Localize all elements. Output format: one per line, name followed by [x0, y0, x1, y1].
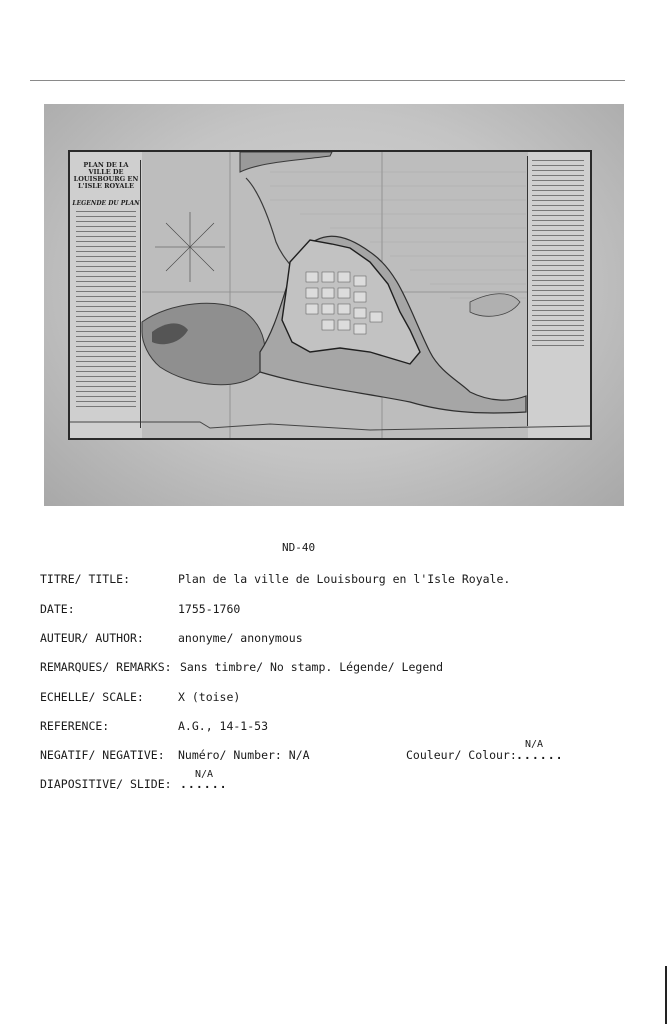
field-value: X (toise) — [178, 690, 241, 704]
slide-na-note: N/A — [195, 769, 214, 780]
notes-lines — [532, 160, 584, 346]
field-value: Sans timbre/ No stamp. Légende/ Legend — [180, 660, 444, 674]
field-value: A.G., 14-1-53 — [178, 719, 269, 733]
record-id: ND-40 — [282, 541, 316, 554]
map-cartouche-title: PLAN DE LA VILLE DE LOUISBOURG EN L'ISLE ROYALE — [73, 161, 139, 190]
field-value: Numéro/ Number: N/A — [178, 748, 310, 762]
map-notes-panel — [527, 156, 588, 426]
top-rule — [30, 80, 625, 81]
field-label: DIAPOSITIVE/ SLIDE: — [40, 777, 172, 791]
field-label: DATE: — [40, 602, 75, 616]
field-value: anonyme/ anonymous — [178, 631, 303, 645]
legend-lines — [76, 211, 136, 407]
map-legend-panel — [72, 160, 141, 428]
field-label: REFERENCE: — [40, 719, 110, 733]
field-value: ...... — [180, 777, 228, 791]
map-legend-heading: LEGENDE DU PLAN — [72, 200, 140, 207]
field-value: 1755-1760 — [178, 602, 241, 616]
field-label: TITRE/ TITLE: — [40, 572, 131, 586]
field-label: REMARQUES/ REMARKS: — [40, 660, 172, 674]
field-value: Plan de la ville de Louisbourg en l'Isle Royale. — [178, 572, 511, 586]
map-photograph — [44, 104, 624, 506]
scan-edge-line — [665, 966, 667, 1024]
map-drawing — [70, 152, 590, 438]
colour-value: ...... — [516, 748, 564, 762]
map-frame — [68, 150, 592, 440]
field-label: ECHELLE/ SCALE: — [40, 690, 144, 704]
colour-na-note: N/A — [525, 739, 544, 750]
colour-label: Couleur/ Colour: — [406, 748, 517, 762]
field-label: AUTEUR/ AUTHOR: — [40, 631, 144, 645]
field-label: NEGATIF/ NEGATIVE: — [40, 748, 165, 762]
